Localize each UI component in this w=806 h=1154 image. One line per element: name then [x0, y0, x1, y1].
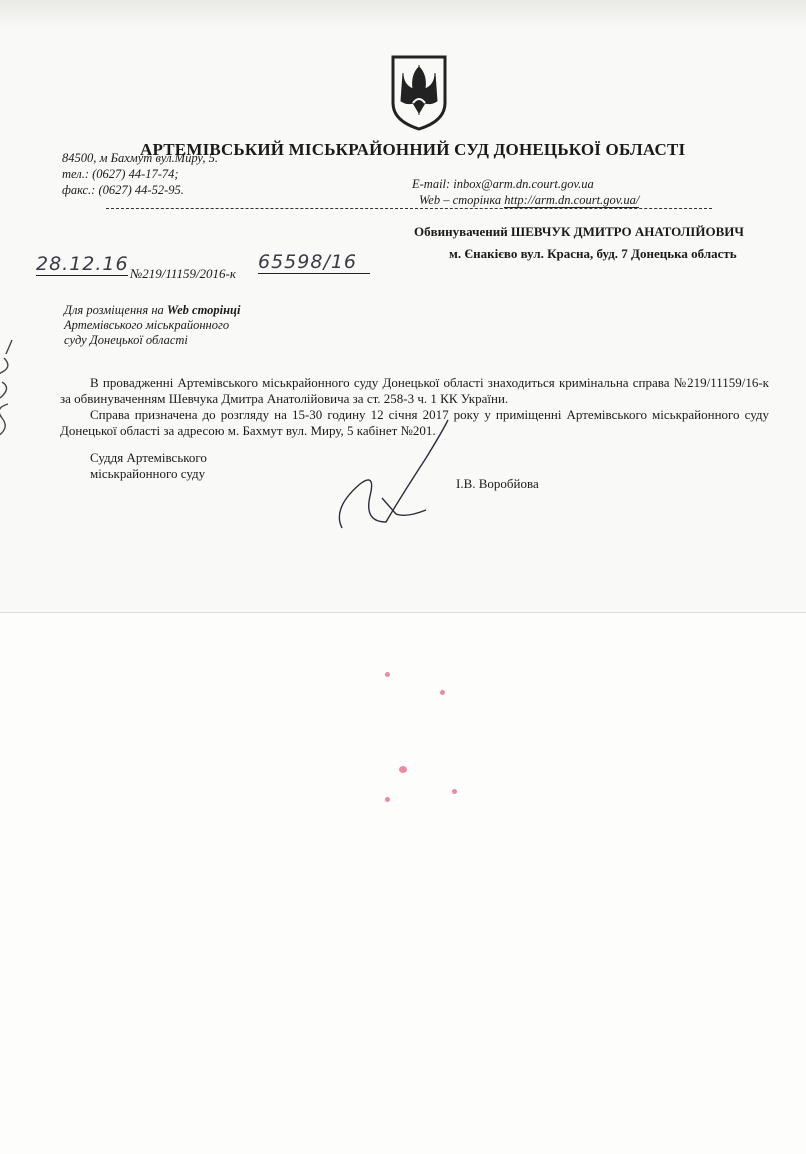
- body-paragraph-2: Справа призначена до розгляду на 15-30 годину 12 січня 2017 року у приміщенні Артемівського міськрайонного суду Донецької області за адресою м. Бахмут вул. Миру, 5 кабінет №201.: [60, 407, 769, 438]
- court-fax: факс.: (0627) 44-52-95.: [62, 183, 184, 197]
- placement-note-line1: Для розміщення на Web сторінці: [64, 303, 241, 317]
- stamp-dot: [440, 690, 445, 695]
- judge-title-line2: міськрайонного суду: [90, 466, 206, 481]
- handwritten-outgoing-number: 65598/16: [258, 251, 370, 274]
- margin-handwriting-icon: [0, 338, 18, 438]
- web-label: Web – сторінка: [419, 193, 505, 207]
- stamp-dot: [385, 797, 390, 802]
- stamp-dot: [452, 789, 457, 794]
- judge-title: [90, 450, 290, 482]
- body-paragraph-1: В провадженні Артемівського міськрайонного суду Донецької області знаходиться кримінальна справа №219/11159/16-к за обвинуваченням Шевчука Дмитра Анатолійовича за ст. 258-3 ч. 1 КК України.: [60, 375, 769, 406]
- recipient-name: Обвинувачений ШЕВЧУК ДМИТРО АНАТОЛІЙОВИЧ: [414, 224, 744, 239]
- court-title: АРТЕМІВСЬКИЙ МІСЬКРАЙОННИЙ СУД ДОНЕЦЬКОЇ ОБЛАСТІ: [140, 140, 686, 159]
- blank-back-page: [0, 612, 806, 1154]
- handwritten-date: 28.12.16: [36, 253, 129, 275]
- placement-note-line2: Артемівського міськрайонного: [64, 318, 230, 332]
- header-divider: [106, 208, 712, 209]
- signature-icon: [330, 418, 460, 533]
- stamp-dot: [399, 766, 407, 773]
- court-phone: тел.: (0627) 44-17-74;: [62, 167, 179, 181]
- court-address: 84500, м Бахмут вул.Миру, 5.: [62, 151, 218, 165]
- stamp-dot: [385, 672, 390, 677]
- judge-name: І.В. Воробйова: [456, 476, 539, 491]
- coat-of-arms-icon: [389, 55, 449, 131]
- case-number: №219/11159/2016-к: [130, 266, 236, 281]
- web-link[interactable]: http://arm.dn.court.gov.ua/: [504, 193, 640, 207]
- placement-note: [64, 303, 304, 348]
- placement-note-line3: суду Донецької області: [64, 333, 188, 347]
- court-web: [419, 193, 639, 208]
- judge-title-line1: Суддя Артемівського: [90, 450, 207, 465]
- court-email: E-mail: inbox@arm.dn.court.gov.ua: [412, 177, 594, 191]
- recipient-address: м. Єнакієво вул. Красна, буд. 7 Донецька область: [449, 246, 737, 261]
